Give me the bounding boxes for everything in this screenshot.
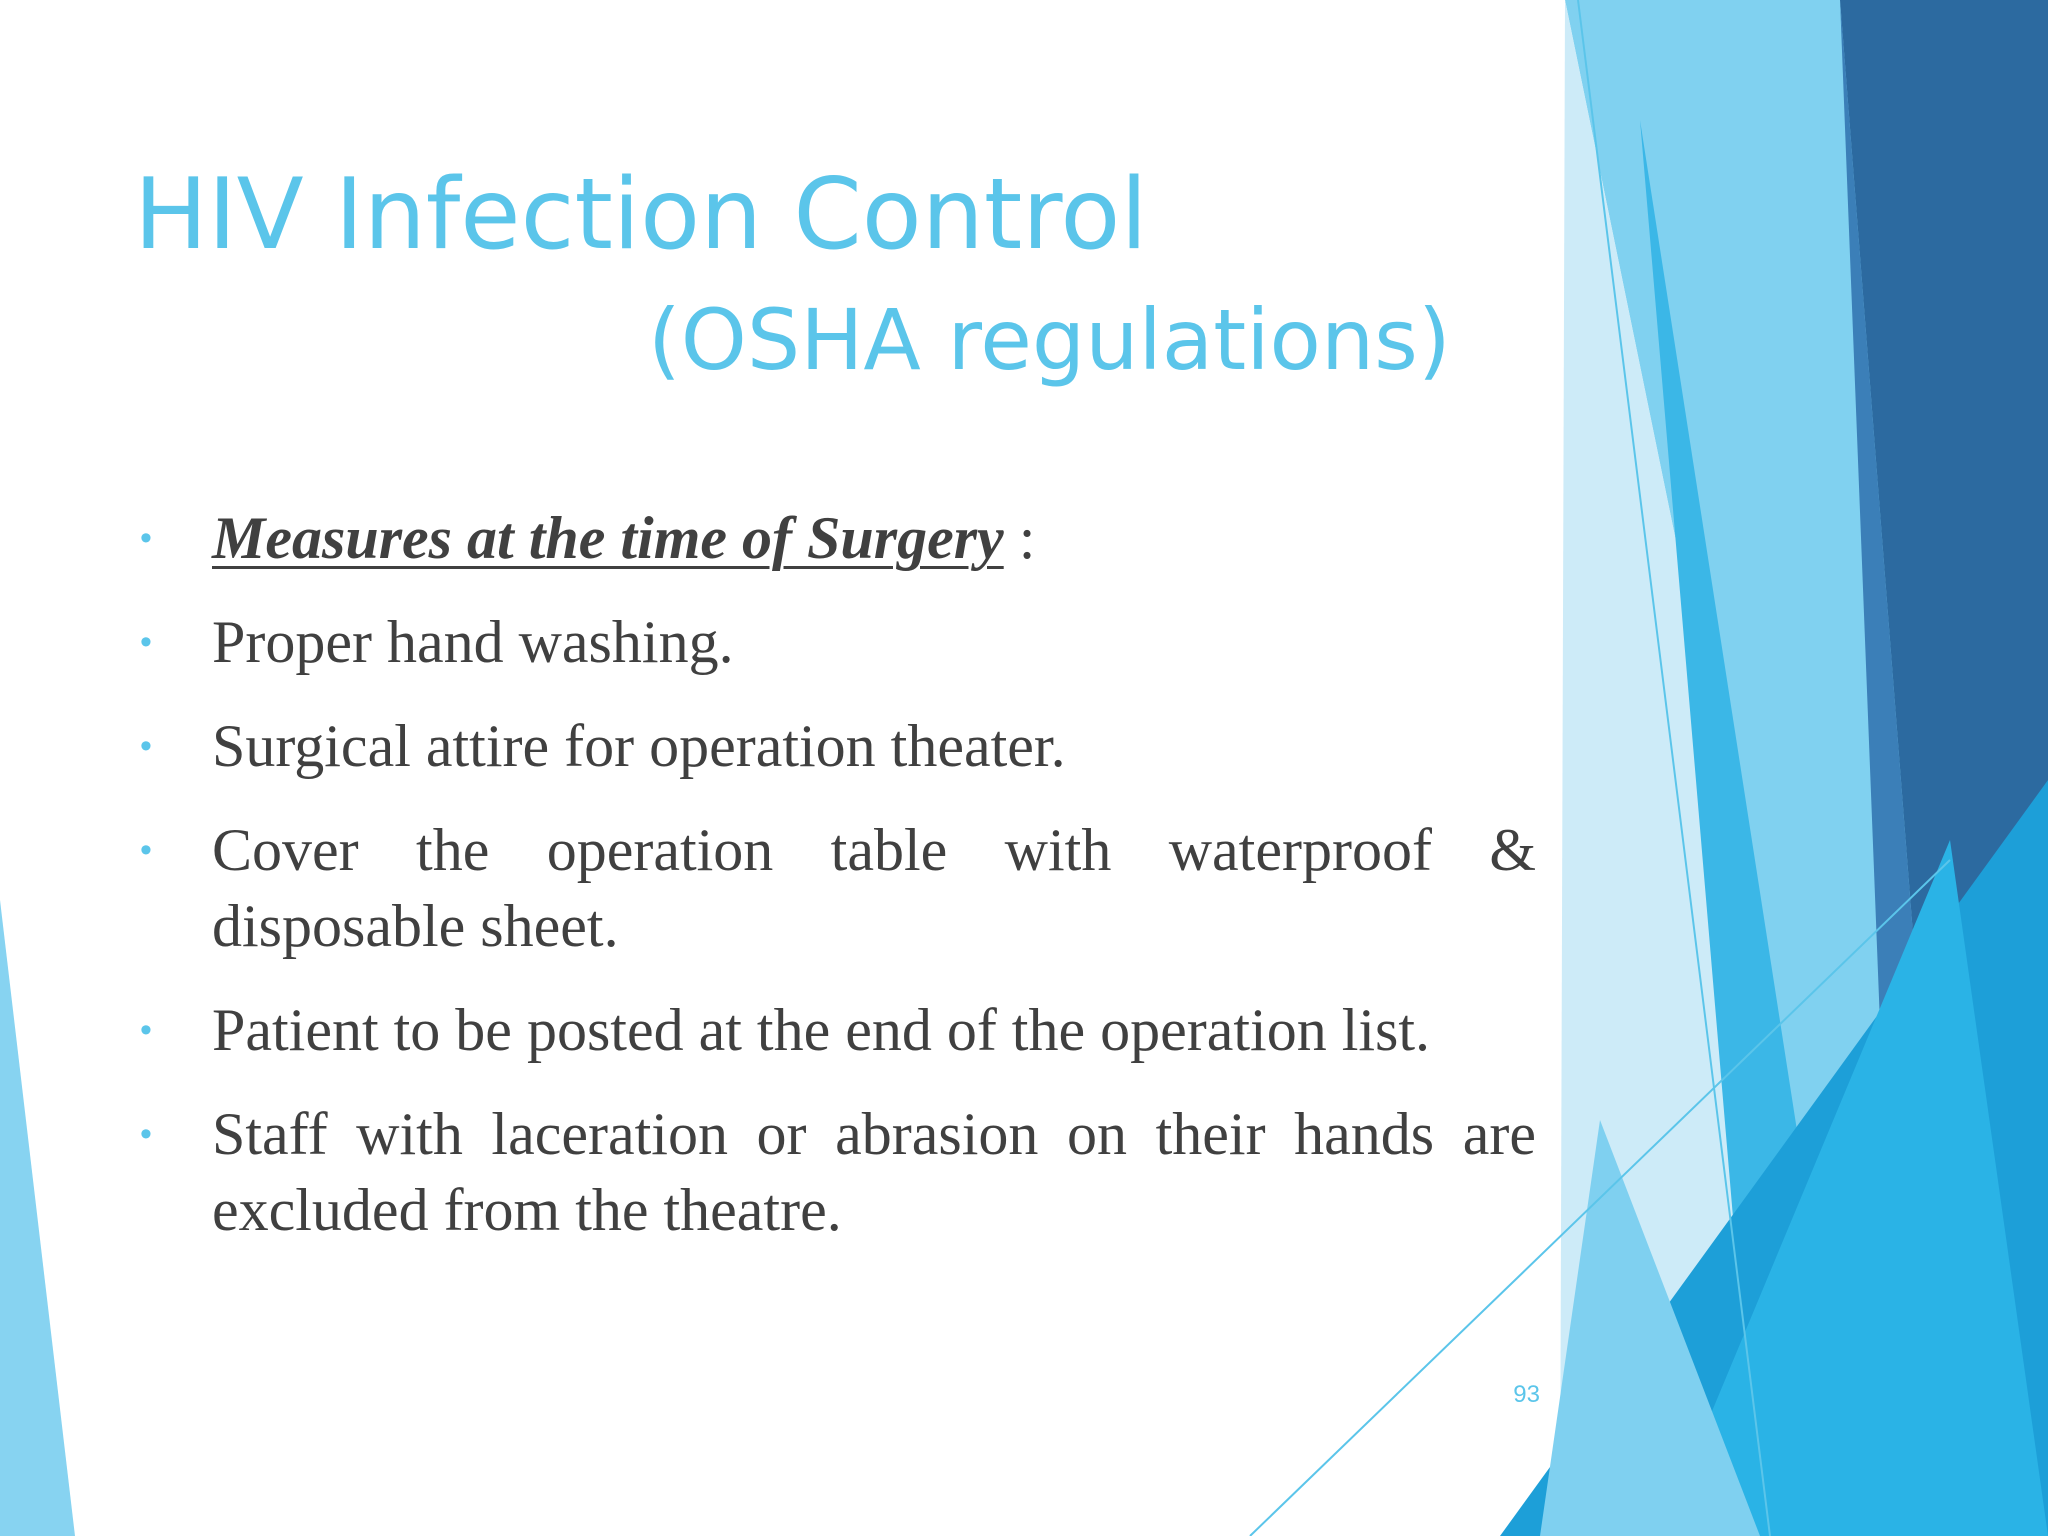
bullet-marker: • (140, 1115, 152, 1153)
bullet-item (134, 992, 1536, 1068)
bullet-text: Proper hand washing. (212, 609, 734, 675)
bullet-marker: • (140, 1011, 152, 1049)
bullet-item (134, 812, 1536, 964)
bullet-marker: • (140, 519, 152, 557)
bullet-item (134, 604, 1536, 680)
bullet-text: Cover the operation table with waterproof & disposable sheet. (212, 817, 1536, 959)
page-number: 93 (1513, 1381, 1540, 1408)
bullet-heading-text: Measures at the time of Surgery (212, 505, 1004, 571)
bullet-list (134, 500, 1536, 1276)
slide-title: HIV Infection Control (134, 158, 1148, 272)
bullet-heading-suffix: : (1003, 505, 1036, 571)
bullet-item-heading (134, 500, 1536, 576)
bullet-text: Staff with laceration or abrasion on their hands are excluded from the theatre. (212, 1101, 1536, 1243)
bullet-text: Patient to be posted at the end of the operation list. (212, 997, 1431, 1063)
bullet-marker: • (140, 623, 152, 661)
bullet-marker: • (140, 727, 152, 765)
bullet-marker: • (140, 831, 152, 869)
bullet-item (134, 708, 1536, 784)
bullet-text: Surgical attire for operation theater. (212, 713, 1066, 779)
slide-subtitle: (OSHA regulations) (648, 291, 1451, 389)
bullet-item (134, 1096, 1536, 1248)
left-edge-shape (0, 900, 75, 1536)
